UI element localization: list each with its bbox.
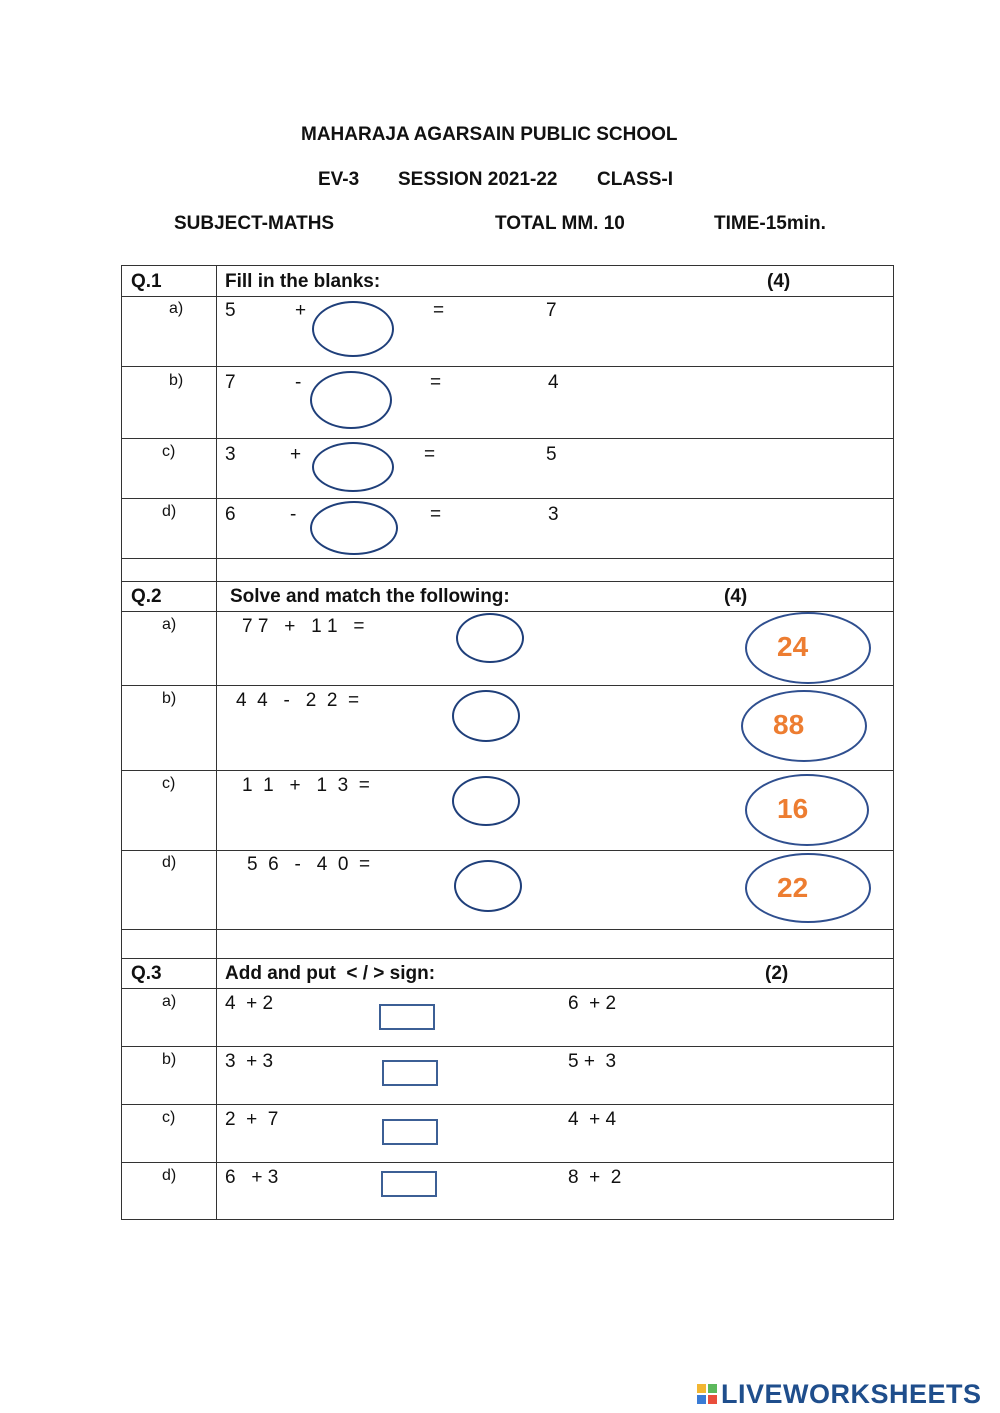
q1b-answer-oval[interactable] <box>310 371 392 429</box>
q2c-expression: 1 1 + 1 3 = <box>242 775 370 796</box>
q1b-label: b) <box>169 372 184 389</box>
q2-choice-22[interactable]: 22 <box>745 853 871 923</box>
class-name: CLASS-I <box>597 169 673 190</box>
liveworksheets-brand: LIVEWORKSHEETS <box>721 1378 982 1409</box>
q1a-result: 7 <box>546 300 557 321</box>
q1-title: Fill in the blanks: <box>225 271 381 292</box>
q3a-left: 4 + 2 <box>225 993 274 1014</box>
liveworksheets-logo <box>697 1377 982 1411</box>
q1c-operator: + <box>290 444 302 465</box>
q3b-left: 3 + 3 <box>225 1051 274 1072</box>
q3-number: Q.3 <box>131 963 162 984</box>
q3c-left: 2 + 7 <box>225 1109 279 1130</box>
q1-number: Q.1 <box>131 271 162 292</box>
q1a-operator: + <box>295 300 307 321</box>
q2a-answer-oval[interactable] <box>456 613 524 663</box>
q3d-left: 6 + 3 <box>225 1167 279 1188</box>
q3-title: Add and put < / > sign: <box>225 963 436 984</box>
q2a-expression: 7 7 + 1 1 = <box>242 616 365 637</box>
q1d-equals: = <box>430 504 442 525</box>
q3-marks: (2) <box>765 963 789 984</box>
q3b-sign-box[interactable] <box>382 1060 438 1086</box>
session: SESSION 2021-22 <box>398 169 558 190</box>
q1d-result: 3 <box>548 504 559 525</box>
q2-title: Solve and match the following: <box>230 586 510 607</box>
school-name: MAHARAJA AGARSAIN PUBLIC SCHOOL <box>301 124 678 145</box>
q1c-equals: = <box>424 444 436 465</box>
q3a-right: 6 + 2 <box>568 993 617 1014</box>
q1a-operand: 5 <box>225 300 236 321</box>
q2b-expression: 4 4 - 2 2 = <box>236 690 360 711</box>
q1c-result: 5 <box>546 444 557 465</box>
q3c-right: 4 + 4 <box>568 1109 617 1130</box>
q1b-operator: - <box>295 372 302 393</box>
liveworksheets-logo-icon <box>697 1384 717 1404</box>
q1d-operator: - <box>290 504 297 525</box>
q2d-label: d) <box>162 854 177 871</box>
q2c-answer-oval[interactable] <box>452 776 520 826</box>
q1a-equals: = <box>433 300 445 321</box>
q2b-label: b) <box>162 690 177 707</box>
q3d-right: 8 + 2 <box>568 1167 622 1188</box>
subject: SUBJECT-MATHS <box>174 213 335 234</box>
exam-name: EV-3 <box>318 169 360 190</box>
q2-marks: (4) <box>724 586 748 607</box>
q3b-right: 5 + 3 <box>568 1051 617 1072</box>
q1d-operand: 6 <box>225 504 236 525</box>
q1b-equals: = <box>430 372 442 393</box>
q1b-result: 4 <box>548 372 559 393</box>
q2a-label: a) <box>162 616 177 633</box>
q2b-answer-oval[interactable] <box>452 690 520 742</box>
worksheet-table <box>121 265 894 1220</box>
q1c-operand: 3 <box>225 444 236 465</box>
q3c-label: c) <box>162 1109 176 1126</box>
q2-number: Q.2 <box>131 586 162 607</box>
q2d-answer-oval[interactable] <box>454 860 522 912</box>
q2-choice-24[interactable]: 24 <box>745 612 871 684</box>
q1a-label: a) <box>169 300 184 317</box>
q3c-sign-box[interactable] <box>382 1119 438 1145</box>
q1d-label: d) <box>162 503 177 520</box>
q1b-operand: 7 <box>225 372 236 393</box>
q1d-answer-oval[interactable] <box>310 501 398 555</box>
q2-choice-88[interactable]: 88 <box>741 690 867 762</box>
q1c-answer-oval[interactable] <box>312 442 394 492</box>
q2-choice-16[interactable]: 16 <box>745 774 869 846</box>
q3a-sign-box[interactable] <box>379 1004 435 1030</box>
q2c-label: c) <box>162 775 176 792</box>
q3d-label: d) <box>162 1167 177 1184</box>
time-limit: TIME-15min. <box>714 213 826 234</box>
q3a-label: a) <box>162 993 177 1010</box>
q3d-sign-box[interactable] <box>381 1171 437 1197</box>
q3b-label: b) <box>162 1051 177 1068</box>
total-marks: TOTAL MM. 10 <box>495 213 625 234</box>
q1a-answer-oval[interactable] <box>312 301 394 357</box>
q2d-expression: 5 6 - 4 0 = <box>247 854 371 875</box>
q1-marks: (4) <box>767 271 791 292</box>
q1c-label: c) <box>162 443 176 460</box>
